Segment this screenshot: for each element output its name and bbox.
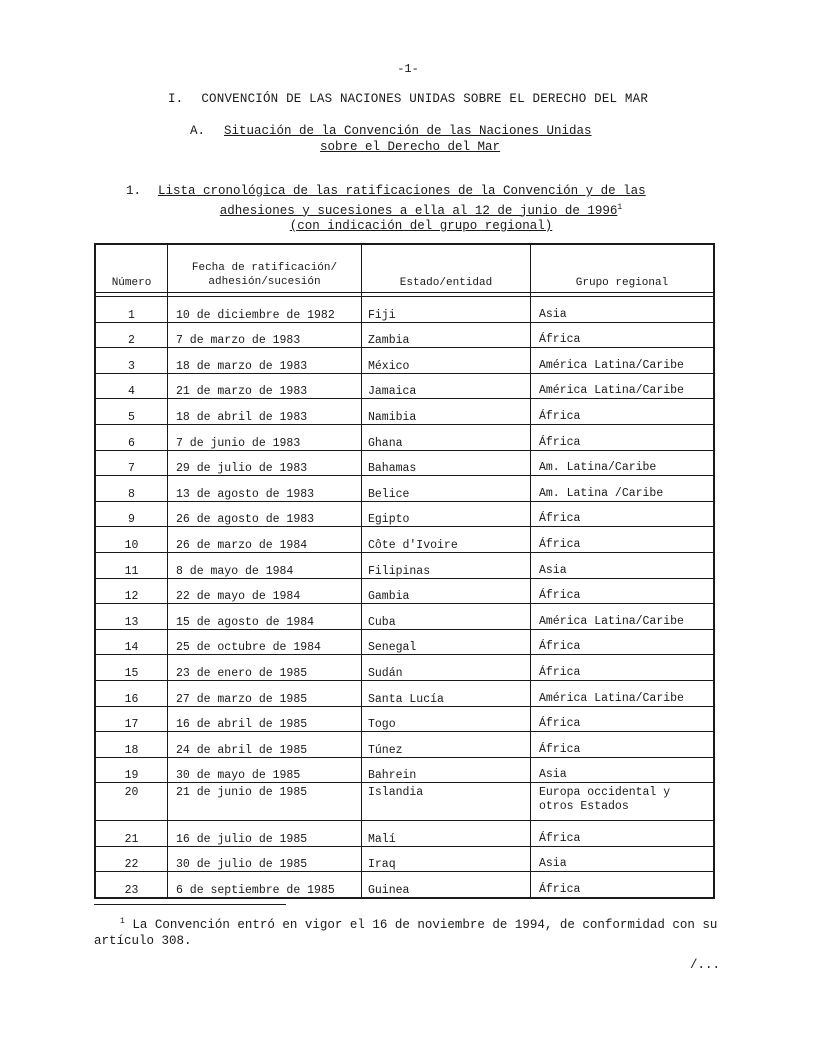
row-state: Gambia [362,578,531,604]
list-heading-line1: Lista cronológica de las ratificaciones de la Convención y de las [158,184,646,198]
table-row [95,821,714,847]
row-date: 7 de marzo de 1983 [168,322,362,348]
row-group: África [531,732,715,758]
row-state: Bahamas [362,450,531,476]
row-state: Santa Lucía [362,680,531,706]
row-state: Côte d'Ivoire [362,527,531,553]
row-state: Túnez [362,732,531,758]
row-number: 1 [95,297,168,323]
row-number: 11 [95,552,168,578]
row-group: Asia [531,846,715,872]
row-group: Europa occidental y otros Estados [531,783,715,821]
row-date: 16 de julio de 1985 [168,821,362,847]
row-date: 30 de mayo de 1985 [168,757,362,783]
table-row [95,872,714,898]
row-group: África [531,424,715,450]
page-number: -1- [397,62,419,76]
row-number: 10 [95,527,168,553]
table-row [95,501,714,527]
row-group: América Latina/Caribe [531,348,715,374]
row-state: Ghana [362,424,531,450]
row-group: América Latina/Caribe [531,680,715,706]
table-row [95,348,714,374]
table-row [95,476,714,502]
row-state: Egipto [362,501,531,527]
row-number: 2 [95,322,168,348]
header-numero: Número [95,244,168,293]
row-state: Filipinas [362,552,531,578]
row-number: 4 [95,373,168,399]
row-number: 15 [95,655,168,681]
row-state: Guinea [362,872,531,898]
row-group: África [531,527,715,553]
table-body [95,297,714,899]
row-number: 8 [95,476,168,502]
row-state: Namibia [362,399,531,425]
row-date: 6 de septiembre de 1985 [168,872,362,898]
header-fecha-line2: adhesión/sucesión [208,276,321,288]
continuation-mark: /... [690,958,721,972]
subsection-label: A. [190,124,206,138]
row-date: 21 de junio de 1985 [168,783,362,821]
table-row [95,450,714,476]
table-row [95,527,714,553]
section-heading-number: I. [167,92,184,106]
list-heading-line2: adhesiones y sucesiones a ella al 12 de junio de 1996 [219,203,618,218]
row-date: 8 de mayo de 1984 [168,552,362,578]
row-group: África [531,322,715,348]
row-state: Cuba [362,604,531,630]
table-row [95,629,714,655]
row-state: Togo [362,706,531,732]
footnote-divider [94,904,286,905]
table-row [95,578,714,604]
table-row [95,783,714,821]
footnote-text: La Convención entró en vigor el 16 de noviembre de 1994, de conformidad con su artículo 308. [94,918,718,949]
row-group: África [531,578,715,604]
row-date: 30 de julio de 1985 [168,846,362,872]
row-number: 23 [95,872,168,898]
table-row [95,424,714,450]
table-row [95,757,714,783]
row-number: 18 [95,732,168,758]
row-state: Fiji [362,297,531,323]
ratifications-table [94,243,715,899]
row-number: 22 [95,846,168,872]
row-group: África [531,706,715,732]
row-number: 5 [95,399,168,425]
row-date: 26 de marzo de 1984 [168,527,362,553]
table-row [95,297,714,323]
subsection-title-line2: sobre el Derecho del Mar [319,140,501,154]
row-state: Sudán [362,655,531,681]
footnote-reference: 1 [617,202,623,212]
table-row [95,706,714,732]
row-date: 10 de diciembre de 1982 [168,297,362,323]
row-state: Jamaica [362,373,531,399]
row-number: 14 [95,629,168,655]
section-heading-text: CONVENCIÓN DE LAS NACIONES UNIDAS SOBRE EL DERECHO DEL MAR [201,92,649,106]
header-estado: Estado/entidad [362,244,531,293]
row-date: 18 de abril de 1983 [168,399,362,425]
row-date: 21 de marzo de 1983 [168,373,362,399]
row-group: Asia [531,757,715,783]
footnote-mark: 1 [120,917,125,926]
table-row [95,373,714,399]
header-fecha [168,244,362,293]
row-state: Malí [362,821,531,847]
row-number: 9 [95,501,168,527]
row-number: 16 [95,680,168,706]
row-state: Senegal [362,629,531,655]
row-group: América Latina/Caribe [531,604,715,630]
row-date: 23 de enero de 1985 [168,655,362,681]
table-header-row [95,244,714,293]
row-group: Asia [531,552,715,578]
row-state: Islandia [362,783,531,821]
table-row [95,732,714,758]
list-heading-label: 1. [126,184,142,198]
table-row [95,604,714,630]
row-state: Bahrein [362,757,531,783]
row-number: 21 [95,821,168,847]
table-row [95,846,714,872]
row-number: 7 [95,450,168,476]
table-row [95,552,714,578]
header-fecha-line1: Fecha de ratificación/ [191,262,338,274]
row-date: 25 de octubre de 1984 [168,629,362,655]
row-group: Am. Latina/Caribe [531,450,715,476]
row-group: África [531,501,715,527]
row-number: 20 [95,783,168,821]
row-number: 12 [95,578,168,604]
row-state: Iraq [362,846,531,872]
row-group: América Latina/Caribe [531,373,715,399]
row-state: México [362,348,531,374]
list-heading [126,184,716,235]
table-row [95,322,714,348]
row-date: 27 de marzo de 1985 [168,680,362,706]
row-date: 24 de abril de 1985 [168,732,362,758]
list-heading-line3: (con indicación del grupo regional) [289,219,553,234]
row-number: 6 [95,424,168,450]
row-state: Belice [362,476,531,502]
subsection-title-line1: Situación de la Convención de las Naciones Unidas [224,124,592,138]
row-date: 22 de mayo de 1984 [168,578,362,604]
row-date: 15 de agosto de 1984 [168,604,362,630]
row-date: 7 de junio de 1983 [168,424,362,450]
row-number: 19 [95,757,168,783]
row-date: 13 de agosto de 1983 [168,476,362,502]
row-number: 17 [95,706,168,732]
row-group: Am. Latina /Caribe [531,476,715,502]
table-row [95,655,714,681]
row-date: 18 de marzo de 1983 [168,348,362,374]
row-date: 26 de agosto de 1983 [168,501,362,527]
table-row [95,680,714,706]
row-group: África [531,399,715,425]
row-number: 13 [95,604,168,630]
row-group: África [531,872,715,898]
footnote [94,914,719,949]
header-grupo: Grupo regional [531,244,715,293]
row-date: 29 de julio de 1983 [168,450,362,476]
row-group: África [531,629,715,655]
row-state: Zambia [362,322,531,348]
table-row [95,399,714,425]
row-date: 16 de abril de 1985 [168,706,362,732]
row-group: Asia [531,297,715,323]
row-number: 3 [95,348,168,374]
row-group: África [531,655,715,681]
subsection-heading [190,123,630,155]
row-group: África [531,821,715,847]
section-heading [0,92,816,106]
